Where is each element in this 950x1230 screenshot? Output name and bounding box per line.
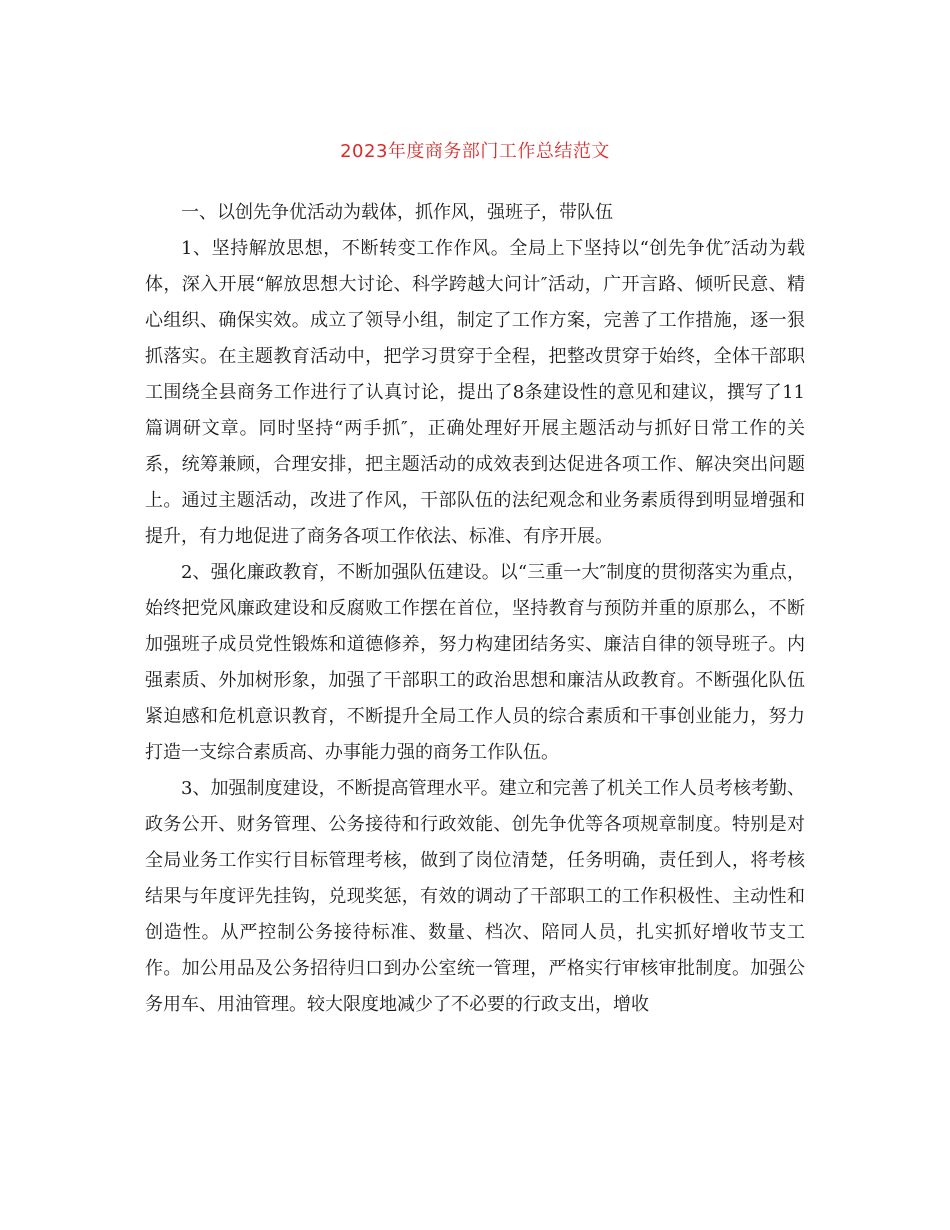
document-title: 2023年度商务部门工作总结范文 (340, 141, 610, 162)
paragraph-3: 3、加强制度建设，不断提高管理水平。建立和完善了机关工作人员考核考勤、政务公开、财务管理、公务接待和行政效能、创先争优等各项规章制度。特别是对全局业务工作实行目标管理考核，做到了岗位清楚，任务明确，责任到人，将考核结果与年度评先挂钩，兑现奖惩，有效的调动了干部职工的工作积极性、主动性和创造性。从严控制公务接待标准、数量、档次、陪同人员，扎实抓好增收节支工作。加公用品及公务招待归口到办公室统一管理，严格实行审核审批制度。加强公务用车、用油管理。较大限度地减少了不必要的行政支出，增收 (145, 778, 805, 1015)
paragraph-2: 2、强化廉政教育，不断加强队伍建设。以“三重一大″制度的贯彻落实为重点，始终把党风廉政建设和反腐败工作摆在首位，坚持教育与预防并重的原那么，不断加强班子成员党性锻炼和道德修养，努力构建团结务实、廉洁自律的领导班子。内强素质、外加树形象，加强了干部职工的政治思想和廉洁从政教育。不断强化队伍紧迫感和危机意识教育，不断提升全局工作人员的综合素质和干事创业能力，努力打造一支综合素质高、办事能力强的商务工作队伍。 (145, 562, 805, 763)
paragraph-1: 1、坚持解放思想，不断转变工作作风。全局上下坚持以“创先争优″活动为载体，深入开展“解放思想大讨论、科学跨越大问计″活动，广开言路、倾听民意、精心组织、确保实效。成立了领导小组，制定了工作方案，完善了工作措施，逐一狠抓落实。在主题教育活动中，把学习贯穿于全程，把整改贯穿于始终，全体干部职工围绕全县商务工作进行了认真讨论，提出了8条建设性的意见和建议，撰写了11篇调研文章。同时坚持“两手抓″，正确处理好开展主题活动与抓好日常工作的关系，统筹兼顾，合理安排，把主题活动的成效表到达促进各项工作、解决突出问题上。通过主题活动，改进了作风，干部队伍的法纪观念和业务素质得到明显增强和提升，有力地促进了商务各项工作依法、标准、有序开展。 (145, 238, 805, 547)
document-body (145, 195, 805, 1023)
section-heading: 一、以创先争优活动为载体，抓作风，强班子，带队伍 (181, 202, 613, 223)
